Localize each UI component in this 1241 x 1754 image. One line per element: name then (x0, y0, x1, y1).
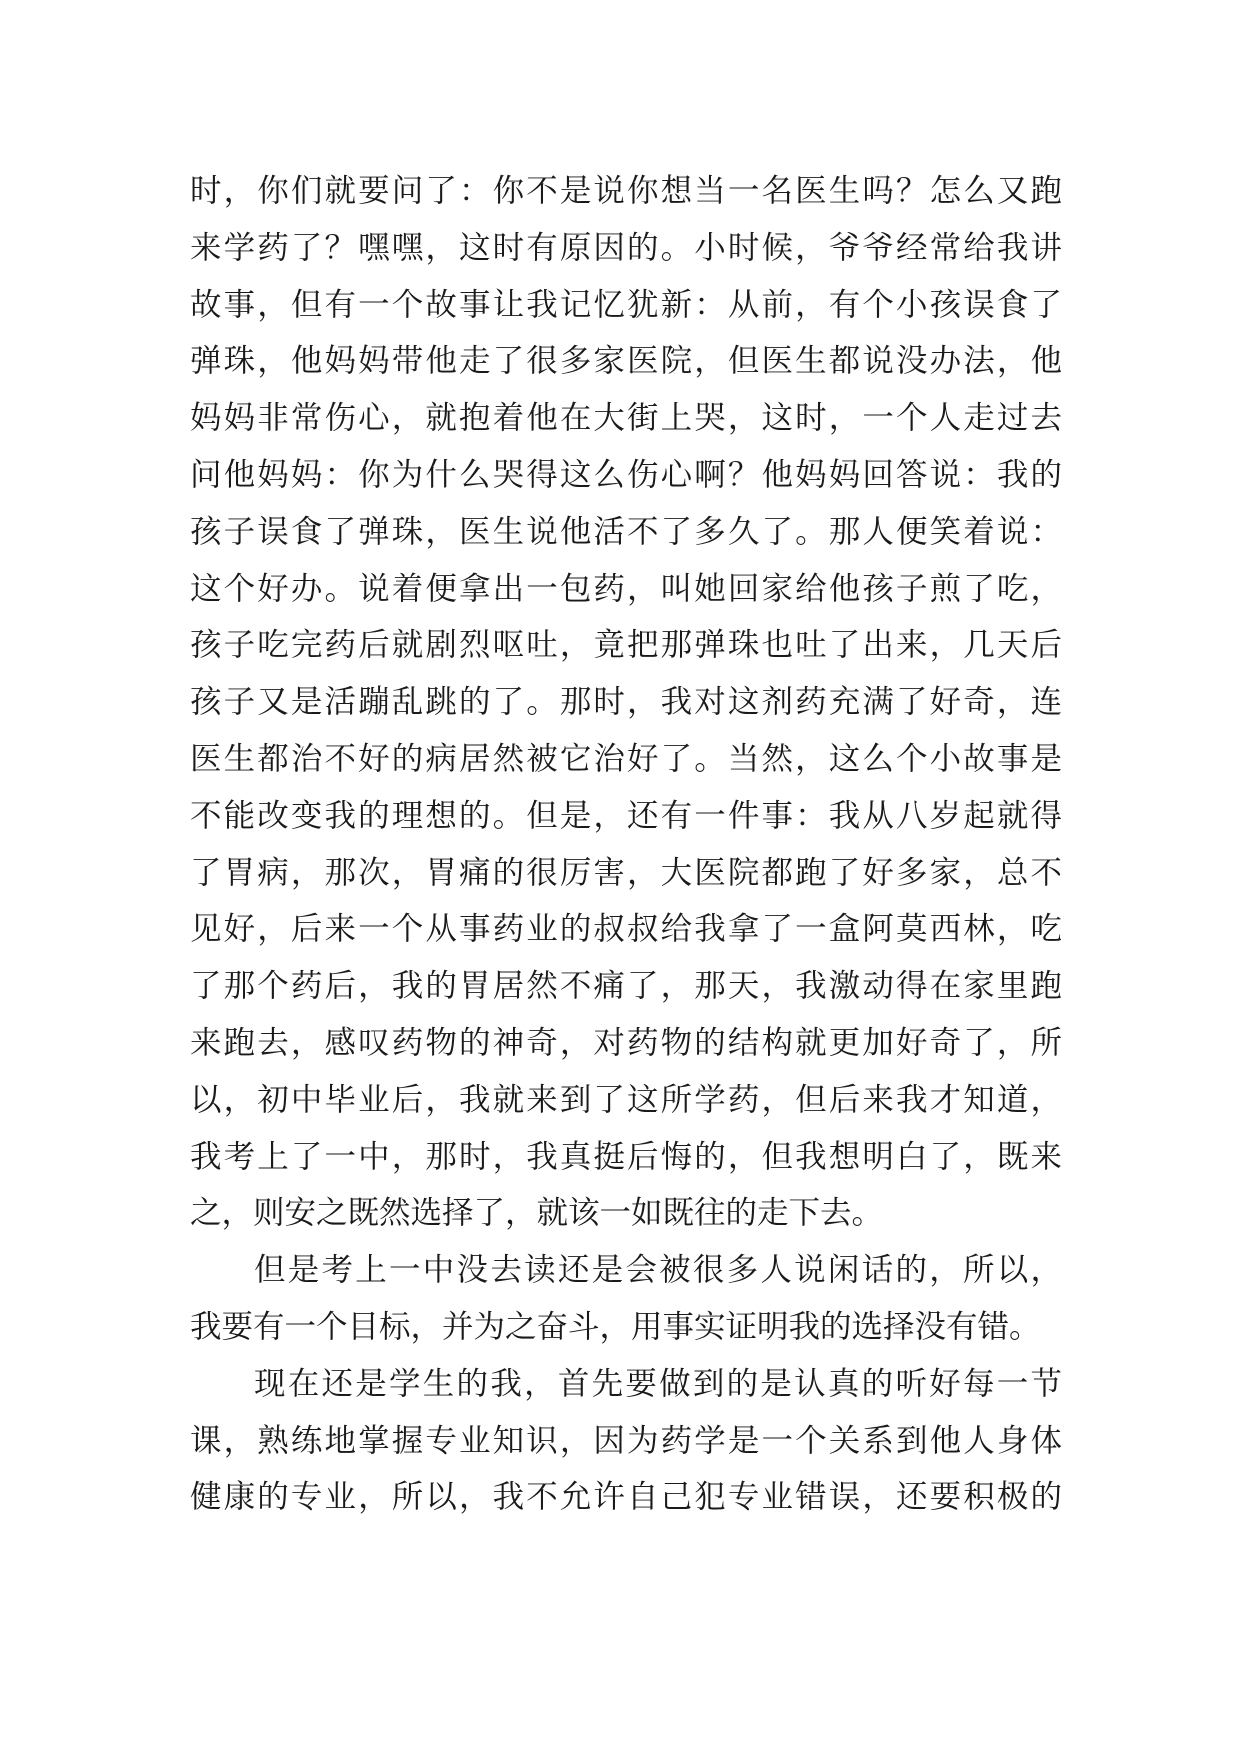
text-line: 见好，后来一个从事药业的叔叔给我拿了一盒阿莫西林，吃 (190, 911, 1062, 948)
text-line: 孩子误食了弹珠，医生说他活不了多久了。那人便笑着说： (190, 513, 1062, 550)
text-line: 了胃病，那次，胃痛的很厉害，大医院都跑了好多家，总不 (190, 854, 1062, 891)
text-line: 来跑去，感叹药物的神奇，对药物的结构就更加好奇了，所 (190, 1024, 1062, 1061)
text-line: 时，你们就要问了：你不是说你想当一名医生吗？怎么又跑 (190, 173, 1062, 209)
body-text (190, 163, 1062, 1526)
text-line: 弹珠，他妈妈带他走了很多家医院，但医生都说没办法，他 (190, 343, 1062, 380)
text-line: 现在还是学生的我，首先要做到的是认真的听好每一节 (254, 1365, 1062, 1402)
text-line: 我要有一个目标，并为之奋斗，用事实证明我的选择没有错。 (190, 1308, 1041, 1345)
text-line: 医生都治不好的病居然被它治好了。当然，这么个小故事是 (190, 740, 1062, 777)
text-line: 妈妈非常伤心，就抱着他在大街上哭，这时，一个人走过去 (190, 400, 1062, 437)
text-line: 了那个药后，我的胃居然不痛了，那天，我激动得在家里跑 (190, 968, 1062, 1005)
text-line: 课，熟练地掌握专业知识，因为药学是一个关系到他人身体 (190, 1422, 1062, 1459)
text-line: 之，则安之既然选择了，就该一如既往的走下去。 (190, 1195, 884, 1232)
text-line: 来学药了？嘿嘿，这时有原因的。小时候，爷爷经常给我讲 (190, 229, 1062, 266)
text-line: 孩子又是活蹦乱跳的了。那时，我对这剂药充满了好奇，连 (190, 684, 1062, 721)
text-line: 问他妈妈：你为什么哭得这么伤心啊？他妈妈回答说：我的 (190, 456, 1062, 493)
text-line: 这个好办。说着便拿出一包药，叫她回家给他孩子煎了吃， (190, 570, 1062, 607)
text-line: 以，初中毕业后，我就来到了这所学药，但后来我才知道， (190, 1081, 1062, 1118)
text-line: 健康的专业，所以，我不允许自己犯专业错误，还要积极的 (190, 1479, 1062, 1516)
text-line: 但是考上一中没去读还是会被很多人说闲话的，所以， (254, 1252, 1062, 1289)
text-line: 不能改变我的理想的。但是，还有一件事：我从八岁起就得 (190, 797, 1062, 834)
text-line: 我考上了一中，那时，我真挺后悔的，但我想明白了，既来 (190, 1138, 1062, 1175)
text-line: 孩子吃完药后就剧烈呕吐，竟把那弹珠也吐了出来，几天后 (190, 627, 1062, 664)
text-line: 故事，但有一个故事让我记忆犹新：从前，有个小孩误食了 (190, 286, 1062, 323)
